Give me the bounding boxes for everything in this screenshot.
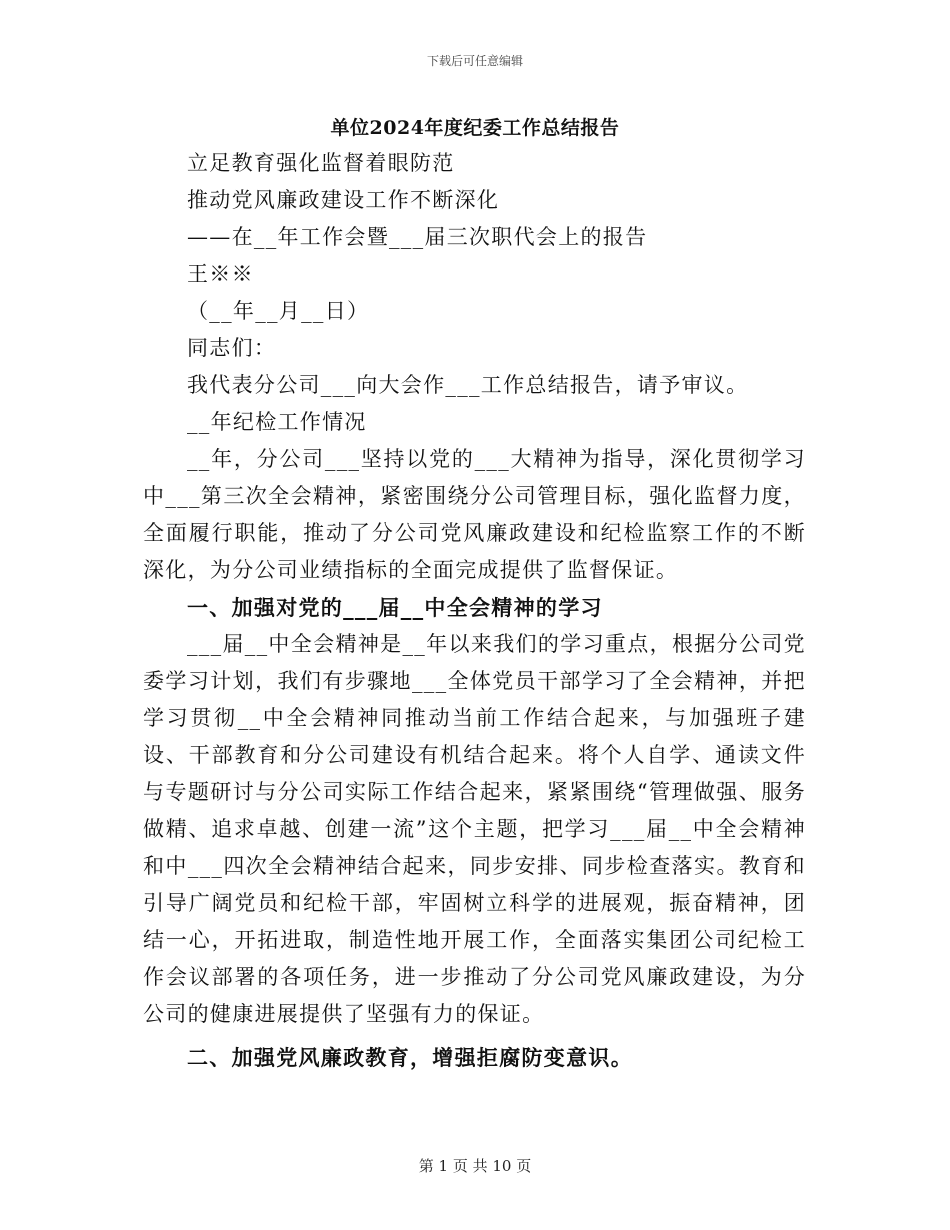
document-body bbox=[143, 145, 806, 1076]
subtitle-line-1: 立足教育强化监督着眼防范 bbox=[187, 151, 455, 175]
section-intro-label: __年纪检工作情况 bbox=[187, 410, 367, 434]
date-line: （__年__月__日） bbox=[187, 299, 370, 323]
section-heading-2: 二、加强党风廉政教育，增强拒腐防变意识。 bbox=[187, 1045, 633, 1070]
subtitle-line-2: 推动党风廉政建设工作不断深化 bbox=[187, 188, 500, 212]
author-line: 王※※ bbox=[187, 262, 254, 286]
document-title: 单位2024年度纪委工作总结报告 bbox=[330, 117, 620, 139]
subtitle-line-3: ——在__年工作会暨___届三次职代会上的报告 bbox=[187, 225, 648, 249]
salutation: 同志们： bbox=[187, 336, 277, 360]
page-footer: 第 1 页 共 10 页 bbox=[418, 1157, 532, 1175]
section-heading-1: 一、加强对党的___届__中全会精神的学习 bbox=[187, 595, 603, 620]
intro-line: 我代表分公司___向大会作___工作总结报告，请予审议。 bbox=[187, 373, 749, 397]
page-header: 下载后可任意编辑 bbox=[426, 54, 523, 68]
paragraph-1: __年，分公司___坚持以党的___大精神为指导，深化贯彻学习中___第三次全会精神，紧密围绕分公司管理目标，强化监督力度，全面履行职能，推动了分公司党风廉政建设和纪检监察工作的不断深化，为分公司业绩指标的全面完成提供了监督保证。 bbox=[143, 447, 806, 582]
paragraph-2: ___届__中全会精神是__年以来我们的学习重点，根据分公司党委学习计划，我们有步骤地___全体党员干部学习了全会精神，并把学习贯彻__中全会精神同推动当前工作结合起来，与加强班子建设、干部教育和分公司建设有机结合起来。将个人自学、通读文件与专题研讨与分公司实际工作结合起来，紧紧围绕“管理做强、服务做精、追求卓越、创建一流”这个主题，把学习___届__中全会精神和中___四次全会精神结合起来，同步安排、同步检查落实。教育和引导广阔党员和纪检干部，牢固树立科学的进展观，振奋精神，团结一心，开拓进取，制造性地开展工作，全面落实集团公司纪检工作会议部署的各项任务，进一步推动了分公司党风廉政建设，为分公司的健康进展提供了坚强有力的保证。 bbox=[143, 632, 806, 1026]
